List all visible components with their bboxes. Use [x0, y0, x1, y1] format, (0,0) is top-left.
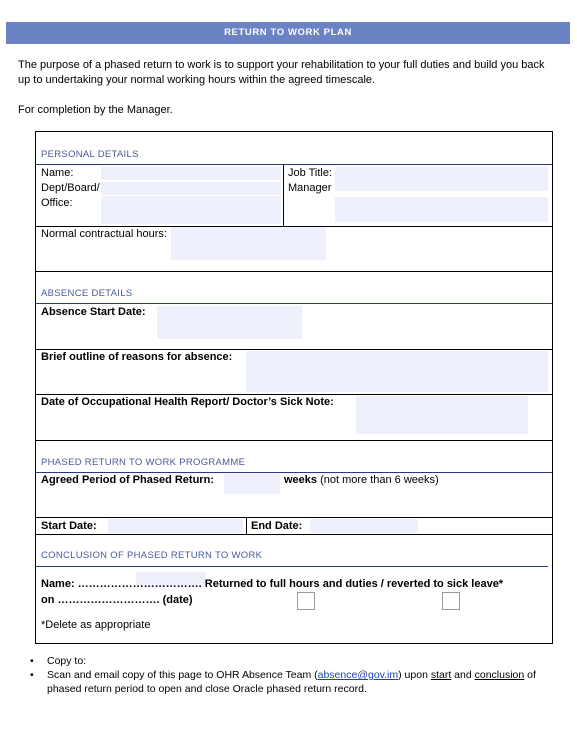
oh-report-field[interactable]: [356, 396, 528, 434]
hours-label: Normal contractual hours:: [41, 228, 167, 240]
returned-checkbox[interactable]: [297, 592, 315, 610]
start-word: start: [430, 669, 452, 681]
absence-start-label: Absence Start Date:: [41, 306, 146, 318]
section-heading-absence: ABSENCE DETAILS: [41, 288, 133, 299]
period-label: Agreed Period of Phased Return:: [41, 474, 214, 486]
manager-label: Manager: [288, 182, 332, 194]
sick-leave-checkbox[interactable]: [442, 592, 460, 610]
divider: [36, 440, 552, 441]
intro-line-2: up to undertaking your normal working hours within the agreed timescale.: [18, 74, 376, 86]
divider: [36, 517, 552, 518]
column-divider: [283, 165, 284, 226]
email-link[interactable]: absence@gov.im: [317, 669, 399, 681]
hours-field[interactable]: [171, 227, 326, 260]
divider: [36, 164, 552, 165]
column-divider: [246, 517, 247, 534]
reasons-label: Brief outline of reasons for absence:: [41, 351, 233, 363]
and-word: and: [451, 669, 475, 681]
completion-note: For completion by the Manager.: [18, 104, 173, 116]
job-title-field[interactable]: [335, 167, 548, 191]
copy-to-note: Copy to:: [47, 655, 87, 667]
dept-label: Dept/Board/: [41, 182, 100, 194]
scan-mid: ) upon: [398, 669, 431, 681]
section-heading-programme: PHASED RETURN TO WORK PROGRAMME: [41, 457, 246, 468]
bullet-dot: •: [30, 655, 34, 667]
job-title-label: Job Title:: [288, 167, 333, 179]
dept-field[interactable]: [101, 182, 281, 195]
section-heading-personal: PERSONAL DETAILS: [41, 149, 139, 160]
start-date-field[interactable]: [108, 519, 243, 533]
conclusion-line-2: on ………………………. (date): [41, 594, 193, 606]
weeks-text: [284, 473, 439, 488]
scan-suffix: of: [524, 669, 536, 681]
scan-prefix: Scan and email copy of this page to OHR Absence Team (: [47, 669, 318, 681]
start-date-label: Start Date:: [41, 520, 97, 532]
oh-report-label: Date of Occupational Health Report/ Doctor’s Sick Note:: [41, 396, 334, 408]
period-field[interactable]: [224, 474, 280, 494]
section-heading-conclusion: CONCLUSION OF PHASED RETURN TO WORK: [41, 550, 263, 561]
scan-email-note: [47, 668, 536, 682]
manager-field[interactable]: [335, 197, 548, 222]
name-field[interactable]: [101, 167, 281, 180]
end-date-field[interactable]: [310, 519, 418, 533]
office-label: Office:: [41, 197, 73, 209]
divider: [36, 271, 552, 272]
divider: [36, 303, 552, 304]
weeks-note: (not more than 6 weeks): [317, 474, 439, 486]
end-date-label: End Date:: [251, 520, 303, 532]
conclusion-line-1: Name: ……………………………. Returned to full hours and duties / reverted to sick leave*: [41, 578, 504, 590]
divider: [36, 534, 552, 535]
delete-note: *Delete as appropriate: [41, 619, 151, 631]
weeks-label: weeks: [284, 474, 318, 486]
conclusion-word: conclusion: [474, 669, 525, 681]
name-label: Name:: [41, 167, 74, 179]
absence-start-field[interactable]: [157, 306, 302, 339]
page-title: RETURN TO WORK PLAN: [6, 22, 570, 44]
scan-email-note-line-2: phased return period to open and close Oracle phased return record.: [47, 683, 367, 695]
bullet-dot: •: [30, 669, 34, 681]
office-field[interactable]: [101, 196, 281, 224]
intro-line-1: The purpose of a phased return to work is to support your rehabilitation to your full duties and build you back: [18, 59, 545, 71]
divider: [36, 566, 548, 567]
intro-text: [18, 58, 568, 88]
reasons-field[interactable]: [246, 351, 548, 392]
